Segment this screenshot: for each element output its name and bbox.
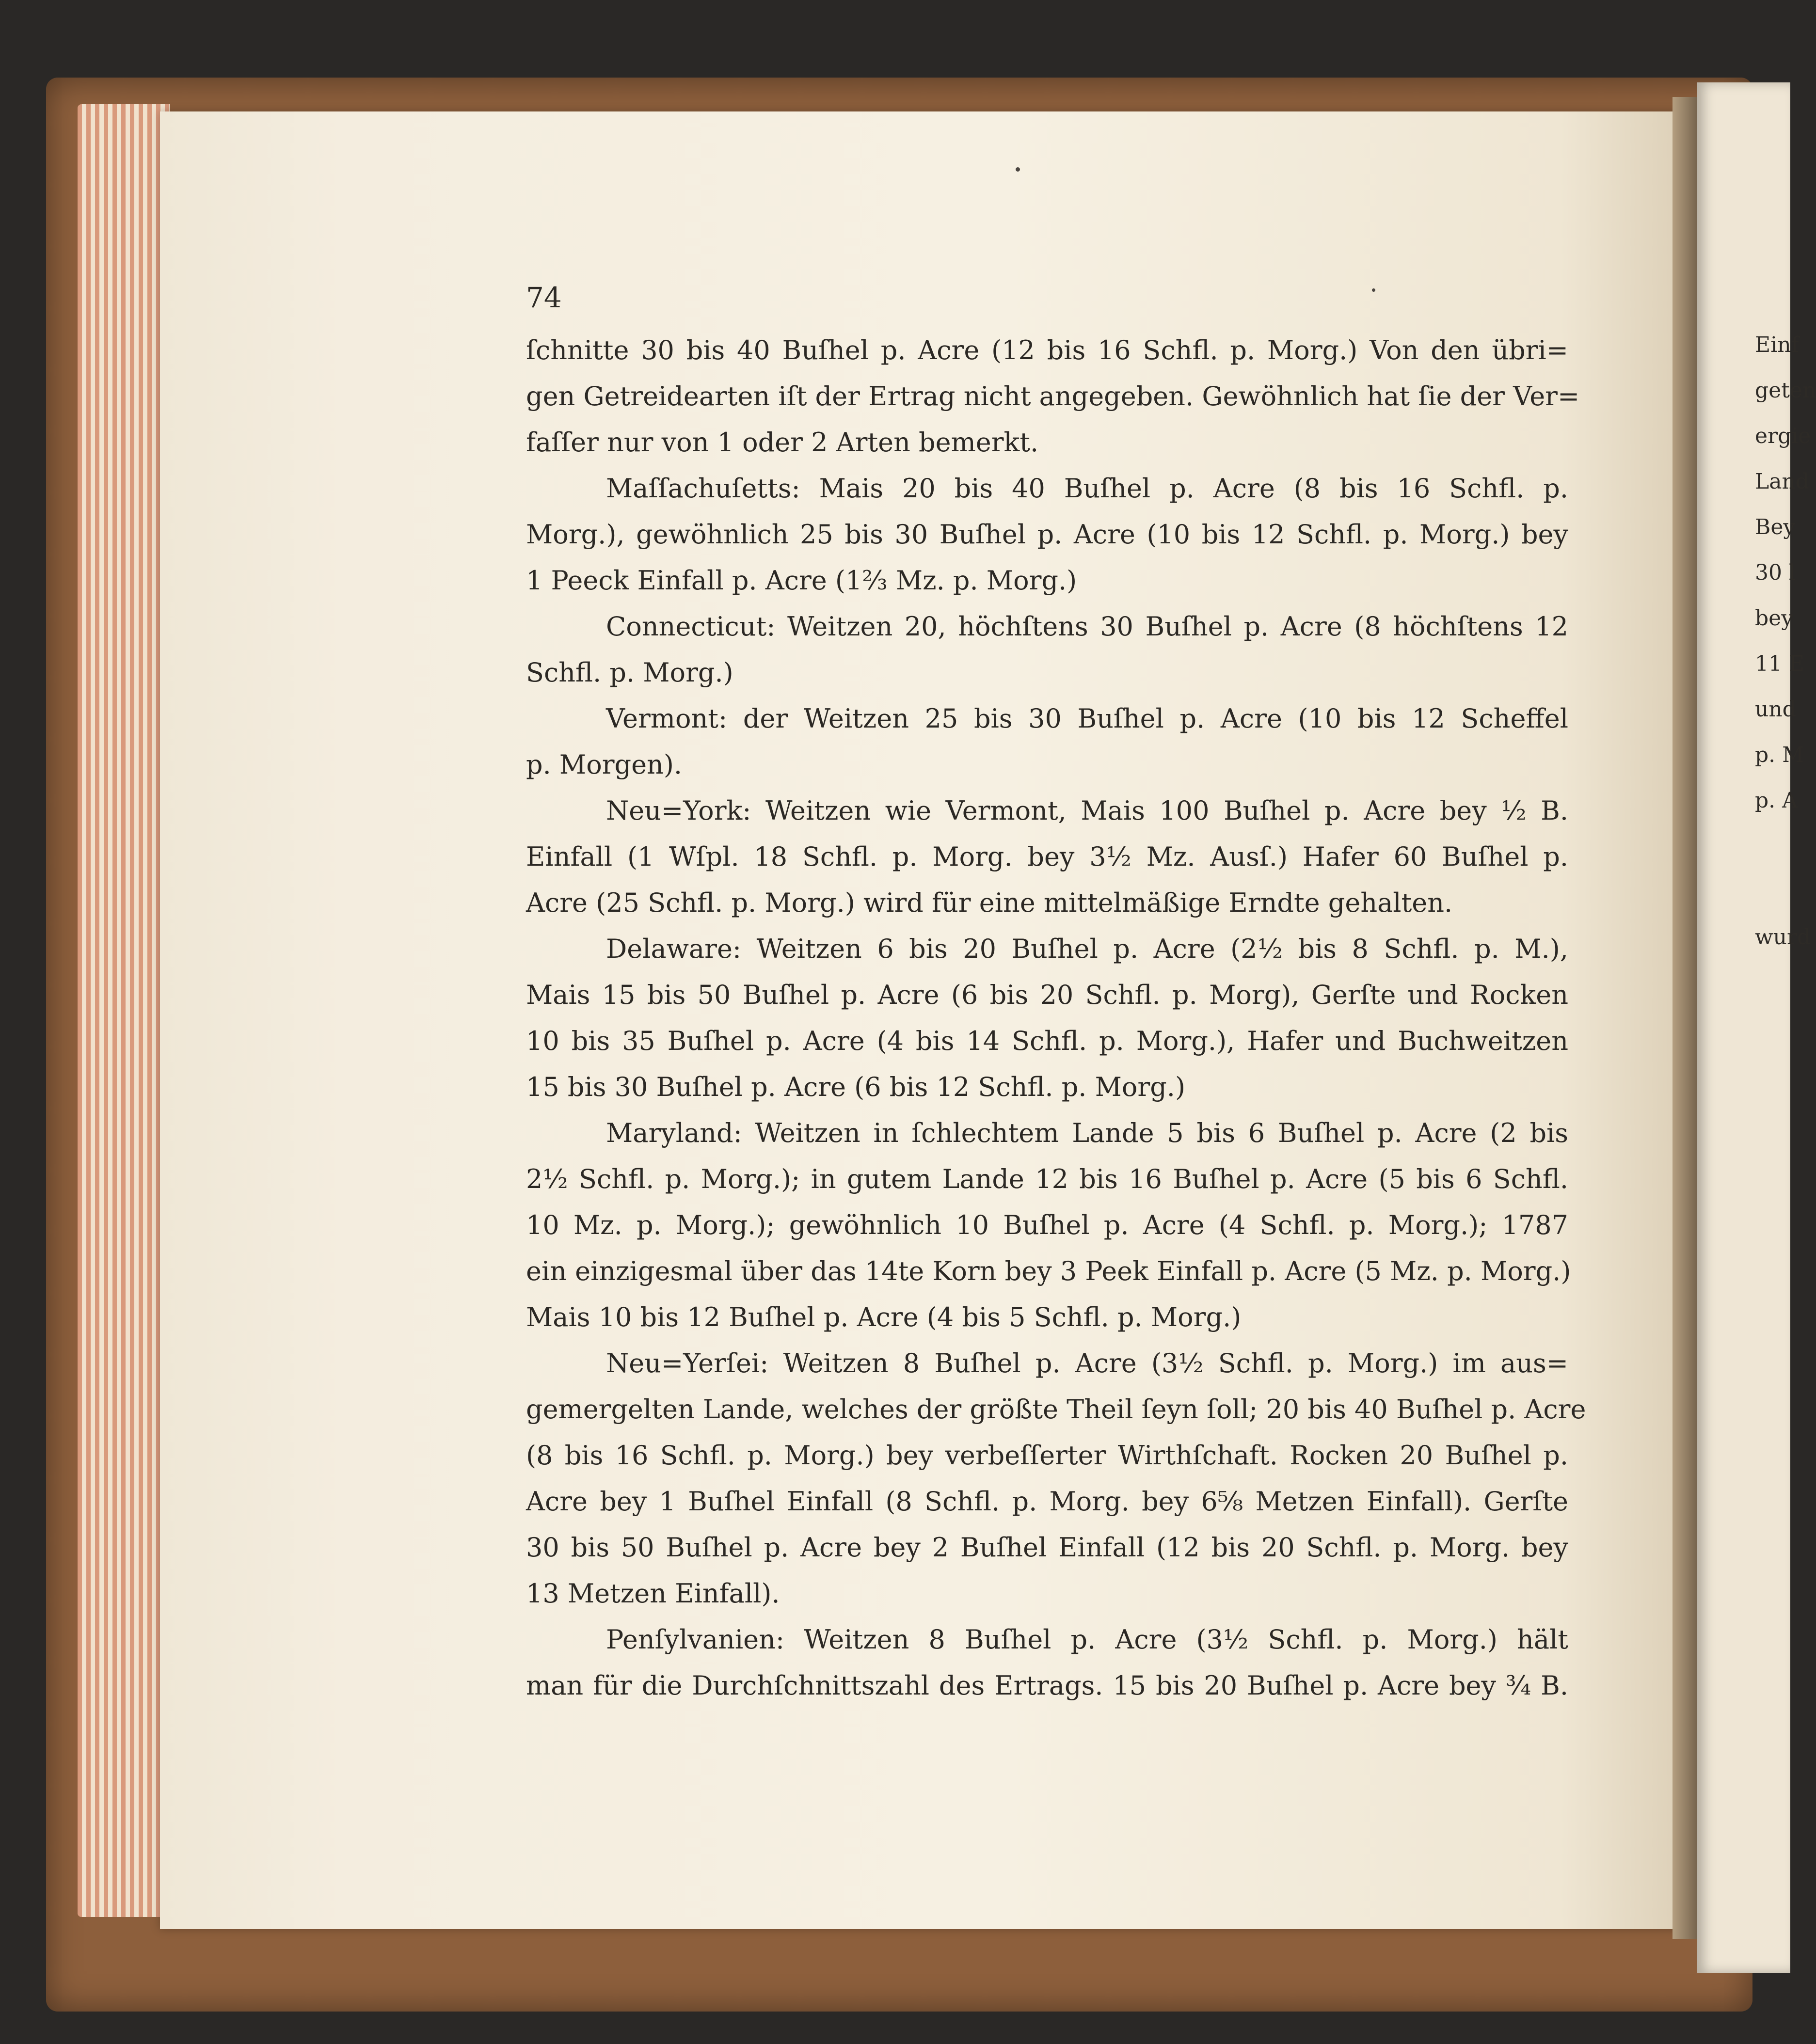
facing-page-line: p. A [1755,788,1798,813]
facing-page-line: Bey [1755,515,1796,539]
facing-page-line: geten [1755,378,1816,403]
text-line: Penſylvanien: Weitzen 8 Buſhel p. Acre (3½ Schfl. p. Morg.) hält [606,1624,1568,1655]
text-line: Acre (25 Schfl. p. Morg.) wird für eine mittelmäßige Erndte gehalten. [526,887,1453,918]
body-text [526,327,1586,1709]
facing-page-line: Land [1755,469,1809,494]
facing-page-line: p. M [1755,743,1804,767]
facing-page-line: bey [1755,606,1794,631]
page-number: 74 [526,281,562,314]
facing-page-line: Einf [1755,333,1799,357]
text-line: gemergelten Lande, welches der größte Theil ſeyn ſoll; 20 bis 40 Buſhel p. Acre [526,1394,1586,1425]
facing-page-line: ergie [1755,424,1811,448]
facing-page-line [1755,869,1799,915]
text-line: 13 Metzen Einfall). [526,1578,780,1609]
text-line: Maryland: Weitzen in ſchlechtem Lande 5 bis 6 Buſhel p. Acre (2 bis [606,1118,1568,1148]
text-line: 1 Peeck Einfall p. Acre (1⅔ Mz. p. Morg.) [526,565,1077,596]
text-line: p. Morgen). [526,749,683,780]
text-line: 10 Mz. p. Morg.); gewöhnlich 10 Buſhel p. Acre (4 Schfl. p. Morg.); 1787 [526,1210,1568,1240]
page-edges [78,104,170,1917]
text-line: Einfall (1 Wſpl. 18 Schfl. p. Morg. bey 3½ Mz. Ausſ.) Hafer 60 Buſhel p. [526,841,1568,872]
text-line: ein einzigesmal über das 14te Korn bey 3 Peek Einfall p. Acre (5 Mz. p. Morg.) [526,1256,1571,1286]
text-line: ſchnitte 30 bis 40 Buſhel p. Acre (12 bis 16 Schfl. p. Morg.) Von den übri= [526,335,1568,365]
facing-page-text [1755,322,1816,960]
text-line: Mais 10 bis 12 Buſhel p. Acre (4 bis 5 Schfl. p. Morg.) [526,1302,1242,1332]
facing-page-line [1755,824,1799,869]
text-line: 2½ Schfl. p. Morg.); in gutem Lande 12 bis 16 Buſhel p. Acre (5 bis 6 Schfl. [526,1164,1568,1194]
text-line: Neu=Yerſei: Weitzen 8 Buſhel p. Acre (3½ Schfl. p. Morg.) im aus= [606,1348,1568,1379]
ink-speck [1372,288,1375,292]
text-line: (8 bis 16 Schfl. p. Morg.) bey verbeſſerter Wirthſchaft. Rocken 20 Buſhel p. [526,1440,1568,1471]
text-line: Maſſachuſetts: Mais 20 bis 40 Buſhel p. Acre (8 bis 16 Schfl. p. [606,473,1568,504]
text-line: Vermont: der Weitzen 25 bis 30 Buſhel p. Acre (10 bis 12 Scheffel [606,703,1568,734]
text-line: Schfl. p. Morg.) [526,657,733,688]
text-line: Connecticut: Weitzen 20, höchſtens 30 Buſhel p. Acre (8 höchſtens 12 [606,611,1568,642]
text-line: Delaware: Weitzen 6 bis 20 Buſhel p. Acre (2½ bis 8 Schfl. p. M.), [606,934,1568,964]
text-line: faſſer nur von 1 oder 2 Arten bemerkt. [526,427,1039,458]
facing-page-line: 30 l [1755,560,1796,585]
text-line: Acre bey 1 Buſhel Einfall (8 Schfl. p. Morg. bey 6⅝ Metzen Einfall). Gerſte [526,1486,1568,1517]
text-line: 15 bis 30 Buſhel p. Acre (6 bis 12 Schfl. p. Morg.) [526,1072,1186,1102]
text-line: Neu=York: Weitzen wie Vermont, Mais 100 Buſhel p. Acre bey ½ B. [606,795,1568,826]
facing-page-line: und [1755,697,1796,722]
text-line: Morg.), gewöhnlich 25 bis 30 Buſhel p. Acre (10 bis 12 Schfl. p. Morg.) bey [526,519,1568,550]
text-line: man für die Durchſchnittszahl des Ertrags. 15 bis 20 Buſhel p. Acre bey ¾ B. [526,1670,1568,1701]
text-line: gen Getreidearten iſt der Ertrag nicht angegeben. Gewöhnlich hat ſie der Ver= [526,381,1580,412]
text-line: 10 bis 35 Buſhel p. Acre (4 bis 14 Schfl. p. Morg.), Hafer und Buchweitzen [526,1026,1568,1056]
text-line: Mais 15 bis 50 Buſhel p. Acre (6 bis 20 Schfl. p. Morg), Gerſte und Rocken [526,980,1568,1010]
facing-page-line: wurd [1755,925,1811,950]
ink-speck [1016,167,1020,172]
text-line: 30 bis 50 Buſhel p. Acre bey 2 Buſhel Einfall (12 bis 20 Schfl. p. Morg. bey [526,1532,1568,1563]
facing-page-line: 11 E [1755,651,1805,676]
